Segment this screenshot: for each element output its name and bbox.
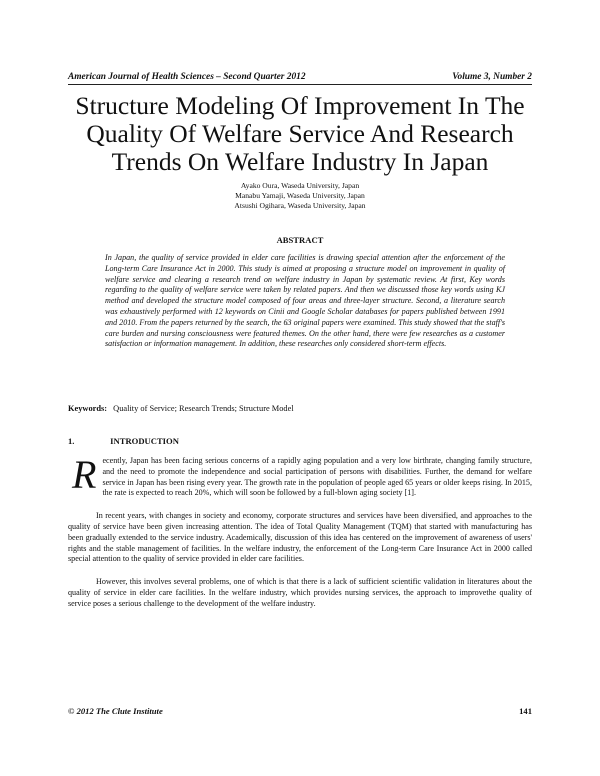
- keywords-value: Quality of Service; Research Trends; Structure Model: [113, 404, 294, 413]
- abstract-heading: ABSTRACT: [276, 235, 324, 245]
- keywords-label: Keywords:: [68, 404, 108, 413]
- journal-name: American Journal of Health Sciences – Second Quarter 2012: [68, 72, 306, 82]
- abstract-text: In Japan, the quality of service provided in elder care facilities is drawing special attention after the enforcement of the Long-term Care Insurance Act in 2000. This study is aimed at proposing a structure model on improvement in quality of welfare service and clearing a research trend on welfare industry in Japan by systematic review. At first, Key words regarding to the quality of welfare service were taken by related papers. And then we discussed those key words using KJ method and developed the structure model composed of four areas and three-layer structure. Second, a literature search was exhaustively performed with 12 keywords on Cinii and Google Scholar databases for papers published between 1991 and 2010. From the papers returned by the search, the 63 original papers were examined. This study showed that the staff's care burden and nursing consciousness were featured themes. On the other hand, there were few researches as a customer satisfaction or information management. In addition, these researches only considered short-term effects.: [105, 253, 506, 349]
- drop-cap: R: [72, 452, 97, 497]
- keywords-line: [68, 404, 532, 413]
- page-footer: [68, 706, 532, 716]
- section-number: 1.: [68, 436, 75, 446]
- section-title: INTRODUCTION: [110, 436, 179, 446]
- author-3: Atsushi Ogihara, Waseda University, Japan: [234, 200, 366, 210]
- paper-title: Structure Modeling Of Improvement In The Quality Of Welfare Service And Research Trends On Welfare Industry In Japan: [75, 91, 525, 176]
- introduction-body: [68, 452, 532, 622]
- intro-paragraph-2: In recent years, with changes in society and economy, corporate structures and services have been diversified, and approaches to the quality of service have been given increasing attention. The idea of Total Quality Management (TQM) that started with manufacturing has been gradually extended to the service industry. Academically, discussion of this idea has centered on the improvement of awareness of users' rights and the stable management of facilities. In the welfare industry, the enforcement of the Long-term Care Insurance Act in 2000 called special attention to the quality of service provided in elder care facilities.: [68, 511, 532, 564]
- intro-paragraph-1-text: ecently, Japan has been facing serious concerns of a rapidly aging population and a very low birthrate, changing family structure, and the need to promote the independence and social participation of persons with disabilities. Further, the demand for welfare service in Japan has been rising every year. The growth rate in the population of people aged 65 years or older keeps rising. In 2015, the rate is expected to reach 20%, which will soon be followed by a full-blown aging society [1].: [102, 456, 532, 498]
- intro-paragraph-1: [68, 452, 532, 499]
- author-2: Manabu Yamaji, Waseda University, Japan: [235, 190, 365, 200]
- intro-paragraph-3: However, this involves several problems, one of which is that there is a lack of sufficient scientific validation in literatures about the quality of service in elder care facilities. In the welfare industry, which provides nursing services, the approach to improvethe quality of service poses a serious challenge to the development of the welfare industry.: [68, 577, 532, 608]
- volume-number: Volume 3, Number 2: [452, 72, 532, 82]
- section-heading: [68, 436, 179, 446]
- running-header: [68, 72, 532, 85]
- author-list: [60, 181, 540, 210]
- author-1: Ayako Oura, Waseda University, Japan: [240, 181, 360, 190]
- copyright-notice: © 2012 The Clute Institute: [68, 706, 163, 716]
- page-number: 141: [519, 706, 532, 716]
